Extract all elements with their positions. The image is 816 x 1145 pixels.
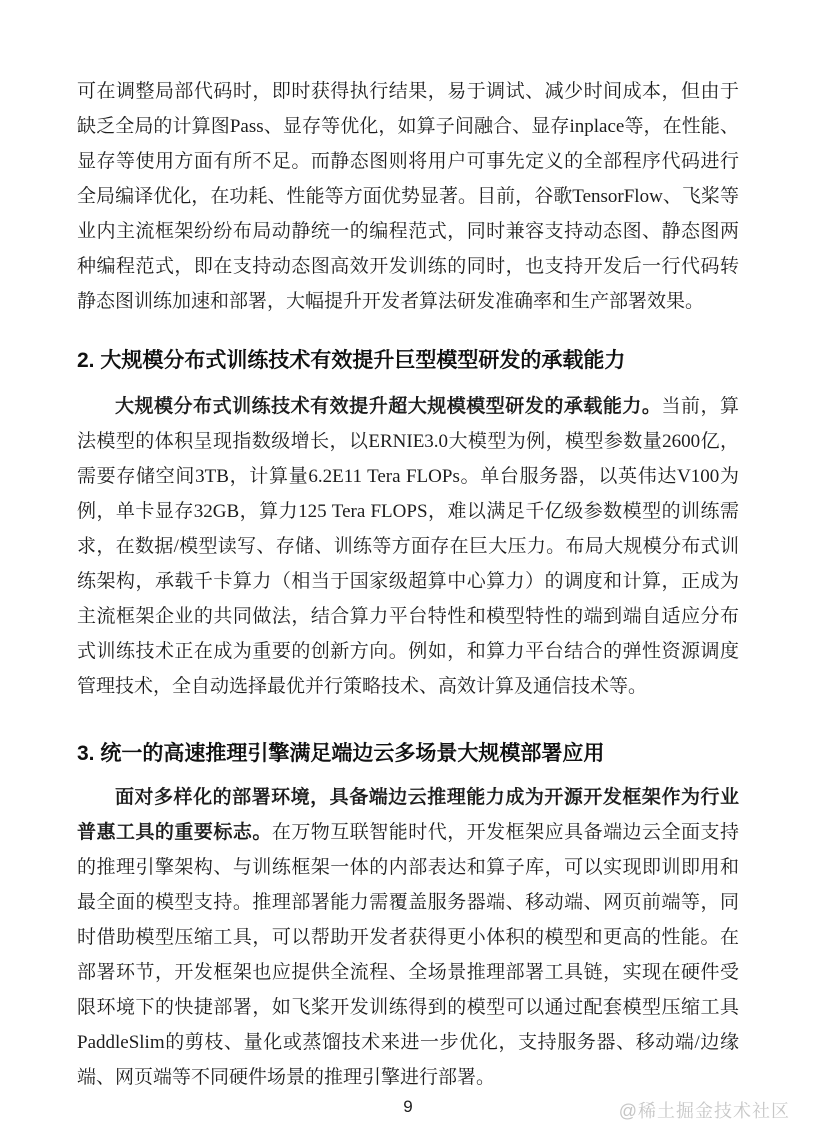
watermark: @稀土掘金技术社区	[618, 1101, 790, 1121]
paragraph-lead-bold-distributed: 大规模分布式训练技术有效提升超大规模模型研发的承载能力。	[115, 396, 662, 417]
paragraph-lead-bold-inference: 面对多样化的部署环境，具备端边云推理能力成为开源开发框架作为行业普惠工具的重要标志。	[77, 787, 739, 843]
section-heading-distributed-training: 2. 大规模分布式训练技术有效提升巨型模型研发的承载能力	[77, 349, 626, 372]
paragraph-dynamic-static-graph: 可在调整局部代码时，即时获得执行结果，易于调试、减少时间成本，但由于缺乏全局的计算图Pass、显存等优化，如算子间融合、显存inplace等，在性能、显存等使用方面有所不足。而静态图则将用户可事先定义的全部程序代码进行全局编译优化，在功耗、性能等方面优势显著。目前，谷歌TensorFlow、飞桨等业内主流框架纷纷布局动静统一的编程范式，同时兼容支持动态图、静态图两种编程范式，即在支持动态图高效开发训练的同时，也支持开发后一行代码转静态图训练加速和部署，大幅提升开发者算法研发准确率和生产部署效果。	[77, 81, 739, 312]
paragraph-inference-deployment	[77, 780, 739, 1095]
page-number: 9	[403, 1097, 413, 1116]
paragraph-body-inference: 在万物互联智能时代，开发框架应具备端边云全面支持的推理引擎架构、与训练框架一体的内部表达和算子库，可以实现即训即用和最全面的模型支持。推理部署能力需覆盖服务器端、移动端、网页前端等，同时借助模型压缩工具，可以帮助开发者获得更小体积的模型和更高的性能。在部署环节，开发框架也应提供全流程、全场景推理部署工具链，实现在硬件受限环境下的快捷部署，如飞桨开发训练得到的模型可以通过配套模型压缩工具PaddleSlim的剪枝、量化或蒸馏技术来进一步优化，支持服务器、移动端/边缘端、网页端等不同硬件场景的推理引擎进行部署。	[77, 822, 739, 1088]
paragraph-distributed-training	[77, 389, 739, 704]
section-heading-inference-engine: 3. 统一的高速推理引擎满足端边云多场景大规模部署应用	[77, 742, 605, 765]
paragraph-body-distributed: 当前，算法模型的体积呈现指数级增长，以ERNIE3.0大模型为例，模型参数量2600亿，需要存储空间3TB，计算量6.2E11 Tera FLOPs。单台服务器，以英伟达V100为例，单卡显存32GB，算力125 Tera FLOPS，难以满足千亿级参数模型的训练需求，在数据/模型读写、存储、训练等方面存在巨大压力。布局大规模分布式训练架构，承载千卡算力（相当于国家级超算中心算力）的调度和计算，正成为主流框架企业的共同做法，结合算力平台特性和模型特性的端到端自适应分布式训练技术正在成为重要的创新方向。例如，和算力平台结合的弹性资源调度管理技术，全自动选择最优并行策略技术、高效计算及通信技术等。	[77, 396, 739, 697]
